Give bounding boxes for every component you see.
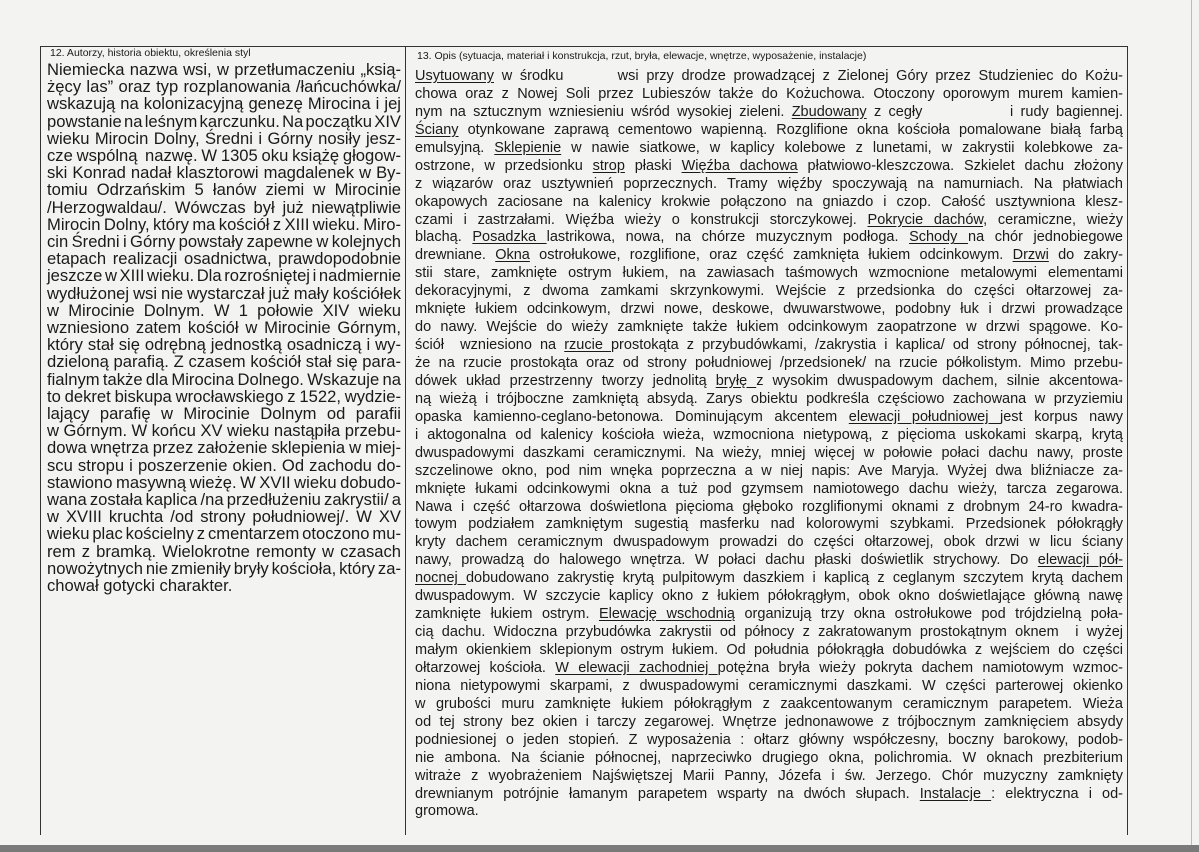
text-line: dowa wnętrza przez założenie sklepienia w miej- (47, 438, 401, 458)
text-line (415, 481, 1123, 499)
text-line: Mirocin Dolny, który ma kościół z XIII wieku. Miro- (47, 214, 401, 234)
text-line (415, 606, 1123, 624)
text-segment: lastrikowa, nowa, na chórze muzycznym podłoga. (546, 229, 910, 246)
text-line: to dekret biskupa wrocławskiego z 1522, wydzie- (47, 386, 401, 406)
text-segment: małym okienkiem sklepionym ostrym łukiem. Od południa półokrągła dobudówka z wejściem do części (415, 642, 1123, 658)
form-right-border (1127, 46, 1128, 835)
text-line (415, 176, 1123, 194)
text-segment: z wiązarów oraz usztywnień poprzecznych. Tramy więźby spoczywają na namurniach. Na płatwiach (415, 175, 1123, 192)
underlined-term: W elewacji zachodniej (555, 659, 718, 676)
text-segment: mknięte łukami odcinkowymi okna a tuż pod gzymsem namiotowego dachu wieży, tarcza zegarowa. (415, 480, 1123, 497)
text-segment: okapowych zaciosane na kalenicy krokwie połączono na gniazdo i czop. Całość usztywniona klesz- (415, 193, 1123, 210)
text-line: /Herzogwaldau/. Wówczas był już niewątpliwie (47, 197, 401, 217)
text-segment: cią dachu. Widoczna przybudówka zakrystii od północy z zakratowanym prostokątnym oknem i wyżej (415, 624, 1123, 641)
text-segment: drewnianym potrójnie łamanym parapetem wsparty na dwóch słupach. (415, 785, 920, 802)
text-line: scu stropu i poszerzenie okien. Od zachodu do- (47, 455, 401, 475)
text-line (415, 732, 1123, 750)
text-segment: otynkowane zaprawą cementowo wapienną. Rozglifione okna kościoła pomalowane białą farbą (458, 121, 1123, 138)
text-segment: że na rzucie prostokąta oraz od strony południowej /przedsionek/ na rzucie półkolistym. Mimo przebu- (415, 355, 1123, 371)
text-line: wskazują na kolonizacyjną genezę Mirocina i jej (47, 94, 401, 114)
text-line (415, 588, 1123, 606)
text-segment: w grubości muru zamknięte łukiem półokrągłym z zaakcentowanym ceramicznym parapetem. Wieża (415, 695, 1123, 712)
text-line: w Górnym. W końcu XV wieku nastąpiła przebu- (47, 421, 401, 441)
text-segment: dobudowano zakrystię krytą pulpitowym daszkiem i kaplicą z ceglanym szczytem krytą dachem (465, 570, 1124, 587)
text-line (415, 86, 1123, 104)
text-line (415, 104, 1123, 122)
text-segment: witraże z wyobrażeniem Najświętszej Marii Panny, Józefa i św. Jerzego. Chór muzyczny zamknięty (415, 767, 1123, 784)
text-segment: dówek układ przestrzenny tworzy jednolitą (415, 372, 716, 389)
text-segment: dwuspadowym. W szczycie kaplicy okno z łukiem półokrągłym, obok okno doświetlające główną nawę (415, 588, 1123, 605)
text-segment: drewniane. (415, 247, 496, 264)
text-line (415, 409, 1123, 427)
underlined-term: Schody (909, 229, 969, 246)
page-edge (1191, 0, 1192, 852)
form-left-border (40, 46, 41, 835)
underlined-term: rzucie (564, 337, 611, 354)
text-segment: w nawie siatkowe, w kaplicy kolebowe z lunetami, w zakrystii kolebkowe za- (561, 139, 1123, 156)
text-segment: i aktogonalna od kalenicy kościoła wieża, wzmocniona nietypową, z pięcioma uskokami skarpą, krytą (415, 426, 1123, 443)
text-line (415, 355, 1123, 373)
underlined-term: elewacji południowej (848, 408, 1000, 425)
underlined-term: Zbudowany (791, 103, 867, 120)
text-line (415, 212, 1123, 230)
text-line: cin Średni i Górny powstały zapewne w kolejnych (47, 232, 401, 252)
text-line (415, 301, 1123, 319)
text-segment: w środku wsi przy drodze prowadzącej z Zielonej Góry przez Studzieniec do Kożu- (493, 68, 1123, 84)
text-line (415, 660, 1123, 678)
text-segment: mknięte łukiem odcinkowym, drzwi nowe, deskowe, dwuwarstwowe, podobny łuk i drzwi prowadzące (415, 301, 1123, 318)
text-segment: emulsyjną. (415, 139, 495, 156)
text-line: wzniesiono zatem kościół w Mirocinie Górnym, (47, 318, 401, 338)
text-segment: z cegły i rudy bagiennej. (866, 103, 1123, 120)
text-segment: zamknięte łukiem ostrym. (415, 606, 599, 623)
text-segment: szczelinowe okno, pod nim wnęka poprzeczna a w niej napis: Ave Maryja. Wyżej dwa bliźniacze za- (415, 462, 1123, 479)
underlined-term: nocnej (415, 570, 466, 587)
text-segment: prostokąta z przybudówkami, /zakrystia i kaplica/ od strony północnej, tak- (610, 337, 1123, 354)
text-segment: , ceramiczne, wieży (983, 211, 1123, 228)
text-line: stawiono masywną wieżę. W XVII wieku dobudo- (47, 472, 401, 492)
text-segment: podniesionej o jeden stopień. Z wyposażenia : ołtarz główny współczesny, boczny barokowy, podob- (415, 731, 1123, 748)
text-line (415, 499, 1123, 517)
underlined-term: Ściany (415, 121, 459, 138)
underlined-term: Pokrycie dachów (867, 211, 984, 228)
text-line: Niemiecka nazwa wsi, w przetłumaczeniu „ksią- (47, 60, 401, 79)
text-segment: ostrołukowe, rozglifione, oraz część zamknięta łukiem odcinkowym. (529, 247, 1013, 264)
text-segment: od tej strony bez okien i tarczy zegarowej. Wnętrze jednonawowe z trójbocznym zamknięciem absydy (415, 713, 1123, 730)
text-line (415, 570, 1123, 588)
text-line: w XVIII kruchta /od strony południowej/. W XV (47, 507, 401, 527)
text-segment: płaski (624, 157, 682, 174)
text-line: rem z bramką. Wielokrotne remonty w czasach (47, 541, 401, 561)
text-line (415, 750, 1123, 768)
text-line (415, 140, 1123, 158)
text-line (415, 696, 1123, 714)
text-line (415, 516, 1123, 534)
text-segment: ną wieżą i trójboczne zamkniętą absydą. Zarys obiektu podkreśla częściowo zachowana w przyziemiu (415, 390, 1123, 407)
underlined-term: Instalacje (919, 785, 992, 802)
text-segment: dekoracyjnymi, z dwoma zamkami skrzynkowymi. Wejście z przedsionka do części ołtarzowej za- (415, 283, 1123, 300)
text-segment: chowa oraz z Nowej Soli przez Lubieszów także do Kożuchowa. Otoczony oporowym murem kamien- (415, 85, 1123, 102)
text-line: żęcy las” oraz typ rozplanowania /łańcuchówka/ (47, 77, 401, 97)
text-line (415, 803, 1123, 821)
text-line (415, 786, 1123, 804)
underlined-term: Sklepienie (494, 139, 562, 156)
text-line: lający parafię w Mirocinie Dolnym od parafii (47, 404, 401, 424)
text-segment: nym na sztucznym wzniesieniu wśród wysokiej zieleni. (415, 103, 792, 120)
underlined-term: Posadzka (472, 229, 547, 246)
text-line: etapach realizacji osadnictwa, prawdopodobnie (47, 249, 401, 269)
text-line (415, 247, 1123, 265)
text-line (415, 678, 1123, 696)
text-segment: jest korpus nawy (1000, 408, 1123, 425)
text-line (415, 337, 1123, 355)
text-line (415, 624, 1123, 642)
text-line (415, 283, 1123, 301)
text-line: cze wspólną nazwę. W 1305 oku książę głogow- (47, 146, 401, 166)
text-line (415, 427, 1123, 445)
text-segment: ostrzone, w przedsionku (415, 157, 593, 174)
underlined-term: Usytuowany (415, 68, 494, 84)
text-segment: nie ambona. Na ścianie północnej, naprzeciwko drugiego okna, polichromia. W oknach prezbiterium (415, 749, 1123, 766)
underlined-term: Drzwi (1012, 247, 1049, 264)
text-line: chował gotycki charakter. (47, 576, 233, 596)
text-line (415, 194, 1123, 212)
text-segment: do zakry- (1048, 247, 1123, 264)
text-segment: czami i zastrzałami. Więźba wieży o konstrukcji storczykowej. (415, 211, 868, 228)
text-line: wana została kaplica /na przedłużeniu zakrystii/ a (47, 490, 401, 510)
column-divider (405, 46, 406, 835)
text-line (415, 68, 1123, 86)
text-segment: z wysokim dwuspadowym dachem, silnie akcentowa- (756, 372, 1123, 389)
text-segment: : elektryczna i od- (991, 785, 1123, 802)
text-line (415, 642, 1123, 660)
underlined-term: Więźba dachowa (681, 157, 798, 174)
text-segment: do nawy. Wejście do wieży zamknięte także łukiem odcinkowym zaopatrzone w drzwi spągowe. Ko- (415, 319, 1123, 336)
text-segment: blachą. (415, 229, 473, 246)
text-segment: ściół wzniesiono na (415, 337, 565, 354)
text-line (415, 391, 1123, 409)
text-segment: towym podziałem zamkniętym sugestią masferku nad kolorowymi szybkami. Przedsionek półokrągły (415, 516, 1123, 533)
text-segment: Nawa i część ołtarzowa doświetlona pięcioma głęboko rozglifionymi oknami z drobnym 24-ro kwadra- (415, 498, 1123, 515)
text-line: fialnym także dla Mirocina Dolnego. Wskazuje na (47, 369, 401, 389)
history-text (47, 61, 401, 594)
text-line (415, 463, 1123, 481)
scan-bottom-edge (0, 845, 1199, 852)
text-line (415, 319, 1123, 337)
underlined-term: strop (592, 157, 625, 174)
text-segment: opaska kamienno-ceglano-betonowa. Dominującym akcentem (415, 408, 849, 425)
text-line: jeszcze w XIII wieku. Dla rozrośniętej i nadmiernie (47, 266, 401, 286)
text-segment: potężna bryła wieży pokryta dachem namiotowym wzmoc- (717, 659, 1124, 676)
text-line: wydłużonej wsi nie wystarczał już mały kościółek (47, 283, 401, 303)
underlined-term: Okna (495, 247, 530, 264)
text-segment: organizują trzy okna ostrołukowe pod trójdzielną poła- (735, 606, 1123, 623)
text-line (415, 265, 1123, 283)
description-text (415, 68, 1123, 821)
text-line: w Mirocinie Dolnym. W 1 połowie XIV wieku (47, 300, 401, 320)
underlined-term: Elewację wschodnią (598, 606, 735, 623)
text-line: wieku plac kościelny z cmentarzem otoczono mu- (47, 524, 401, 544)
text-line (415, 552, 1123, 570)
text-line: powstanie na leśnym karczunku. Na początku XIV (47, 111, 401, 131)
text-line: tomiu Odrzańskim 5 łanów ziemi w Mirocinie (47, 180, 401, 200)
underlined-term: bryłę (715, 372, 757, 389)
text-line: nowożytnych nie zmieniły bryły kościoła, który za- (47, 558, 401, 578)
text-line (415, 122, 1123, 140)
text-line (415, 768, 1123, 786)
text-line (415, 445, 1123, 463)
underlined-term: elewacji pół- (1037, 552, 1123, 569)
text-segment: gromowa. (415, 803, 479, 820)
text-segment: kryty dachem ceramicznym dwuspadowym prowadzi do części ołtarzowej, obok drzwi w licu ściany (415, 534, 1123, 551)
text-line (415, 229, 1123, 247)
text-line (415, 714, 1123, 732)
text-line (415, 534, 1123, 552)
text-line (415, 373, 1123, 391)
text-segment: na chór jednobiegowe (968, 229, 1123, 246)
section-12-header: 12. Autorzy, historia obiektu, określenia styl (50, 47, 251, 59)
section-13-header: 13. Opis (sytuacja, materiał i konstrukcja, rzut, bryła, elewacje, wnętrze, wyposażenie, instalacje) (417, 50, 867, 62)
text-segment: płatwiowo-kleszczowa. Szkielet dachu złożony (797, 157, 1123, 174)
text-line (415, 158, 1123, 176)
text-line: ski Konrad nadał klasztorowi magdalenek w By- (47, 163, 401, 183)
text-segment: stii stare, zamknięte ostrym łukiem, na zawiasach taśmowych wzmocnione metalowymi elementami (415, 265, 1123, 282)
text-line: dzieloną parafią. Z czasem kościół stał się para- (47, 352, 401, 372)
text-segment: dwuspadowymi daszkami ceramicznymi. Na wieży, mniej więcej w połowie połaci dachu nawy, proste (415, 444, 1123, 461)
text-segment: ołtarzowej kościoła. (415, 659, 556, 676)
text-line: który stał się odrębną jednostką osadniczą i wy- (47, 335, 401, 355)
text-line: wieku Mirocin Dolny, Średni i Górny nosiły jesz- (47, 128, 401, 148)
text-segment: niona nietypowymi skarpami, z dwuspadowymi ceramicznymi daszkami. W części parterowej okienko (415, 677, 1123, 694)
text-segment: nawy, prowadzą do halowego wnętrza. W połaci dachu płaski doświetlik strychowy. Do (415, 552, 1038, 569)
